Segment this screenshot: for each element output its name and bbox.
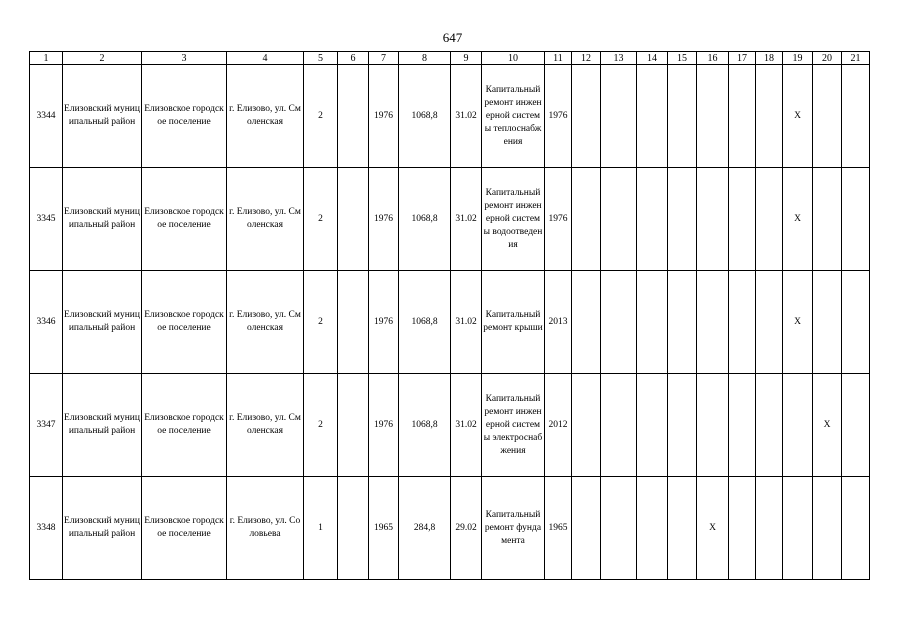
column-header: 7 bbox=[369, 52, 399, 65]
cell-col19: X bbox=[783, 271, 813, 374]
cell-year-built: 1965 bbox=[369, 477, 399, 580]
cell-col19: X bbox=[783, 168, 813, 271]
column-header: 17 bbox=[729, 52, 756, 65]
cell-col21 bbox=[842, 271, 870, 374]
column-header: 10 bbox=[482, 52, 545, 65]
cell-floors: 2 bbox=[304, 271, 338, 374]
table-body bbox=[30, 52, 870, 580]
cell-district: Елизовский муниципальный район bbox=[63, 477, 142, 580]
column-header: 5 bbox=[304, 52, 338, 65]
cell-row-number: 3344 bbox=[30, 65, 63, 168]
cell-col12 bbox=[572, 168, 601, 271]
cell-col17 bbox=[729, 374, 756, 477]
cell-col12 bbox=[572, 374, 601, 477]
column-header: 20 bbox=[813, 52, 842, 65]
cell-address: г. Елизово, ул. Смоленская bbox=[227, 374, 304, 477]
cell-work-type: Капитальный ремонт инженерной системы электроснабжения bbox=[482, 374, 545, 477]
cell-year-done: 2013 bbox=[545, 271, 572, 374]
cell-col17 bbox=[729, 271, 756, 374]
cell-col20 bbox=[813, 168, 842, 271]
table-row bbox=[30, 477, 870, 580]
cell-col15 bbox=[668, 477, 697, 580]
cell-col13 bbox=[601, 168, 637, 271]
cell-area: 1068,8 bbox=[399, 271, 451, 374]
column-header: 15 bbox=[668, 52, 697, 65]
cell-col20 bbox=[813, 477, 842, 580]
column-header: 9 bbox=[451, 52, 482, 65]
cell-area: 1068,8 bbox=[399, 65, 451, 168]
cell-date: 31.02 bbox=[451, 65, 482, 168]
cell-col14 bbox=[637, 271, 668, 374]
column-header: 12 bbox=[572, 52, 601, 65]
cell-floors: 2 bbox=[304, 374, 338, 477]
capital-repair-table bbox=[29, 51, 870, 580]
cell-area: 1068,8 bbox=[399, 374, 451, 477]
cell-col13 bbox=[601, 477, 637, 580]
cell-settlement: Елизовское городское поселение bbox=[142, 374, 227, 477]
cell-col6 bbox=[338, 65, 369, 168]
cell-col18 bbox=[756, 477, 783, 580]
cell-col15 bbox=[668, 374, 697, 477]
column-header: 8 bbox=[399, 52, 451, 65]
column-header: 19 bbox=[783, 52, 813, 65]
cell-col18 bbox=[756, 374, 783, 477]
column-header: 16 bbox=[697, 52, 729, 65]
cell-settlement: Елизовское городское поселение bbox=[142, 168, 227, 271]
header-row bbox=[30, 52, 870, 65]
cell-address: г. Елизово, ул. Смоленская bbox=[227, 168, 304, 271]
cell-col12 bbox=[572, 65, 601, 168]
column-header: 6 bbox=[338, 52, 369, 65]
cell-col19 bbox=[783, 477, 813, 580]
cell-work-type: Капитальный ремонт инженерной системы водоотведения bbox=[482, 168, 545, 271]
cell-date: 31.02 bbox=[451, 168, 482, 271]
page-number: 647 bbox=[442, 30, 463, 45]
cell-col20: X bbox=[813, 374, 842, 477]
cell-col16 bbox=[697, 65, 729, 168]
cell-floors: 2 bbox=[304, 168, 338, 271]
table-row bbox=[30, 271, 870, 374]
cell-year-done: 1965 bbox=[545, 477, 572, 580]
cell-work-type: Капитальный ремонт инженерной системы теплоснабжения bbox=[482, 65, 545, 168]
cell-col18 bbox=[756, 168, 783, 271]
cell-col13 bbox=[601, 374, 637, 477]
column-header: 11 bbox=[545, 52, 572, 65]
cell-district: Елизовский муниципальный район bbox=[63, 65, 142, 168]
cell-row-number: 3347 bbox=[30, 374, 63, 477]
cell-year-built: 1976 bbox=[369, 65, 399, 168]
cell-settlement: Елизовское городское поселение bbox=[142, 477, 227, 580]
cell-year-built: 1976 bbox=[369, 168, 399, 271]
column-header: 1 bbox=[30, 52, 63, 65]
cell-row-number: 3346 bbox=[30, 271, 63, 374]
cell-col16 bbox=[697, 271, 729, 374]
column-header: 3 bbox=[142, 52, 227, 65]
cell-settlement: Елизовское городское поселение bbox=[142, 65, 227, 168]
cell-col13 bbox=[601, 65, 637, 168]
cell-floors: 2 bbox=[304, 65, 338, 168]
cell-col14 bbox=[637, 374, 668, 477]
cell-settlement: Елизовское городское поселение bbox=[142, 271, 227, 374]
cell-year-done: 1976 bbox=[545, 65, 572, 168]
cell-col6 bbox=[338, 374, 369, 477]
cell-col16: X bbox=[697, 477, 729, 580]
cell-row-number: 3348 bbox=[30, 477, 63, 580]
cell-col12 bbox=[572, 477, 601, 580]
table-row bbox=[30, 65, 870, 168]
cell-col18 bbox=[756, 65, 783, 168]
cell-col21 bbox=[842, 168, 870, 271]
cell-col14 bbox=[637, 65, 668, 168]
cell-district: Елизовский муниципальный район bbox=[63, 271, 142, 374]
cell-date: 31.02 bbox=[451, 374, 482, 477]
cell-address: г. Елизово, ул. Соловьева bbox=[227, 477, 304, 580]
cell-address: г. Елизово, ул. Смоленская bbox=[227, 271, 304, 374]
cell-col17 bbox=[729, 168, 756, 271]
column-header: 21 bbox=[842, 52, 870, 65]
column-header: 14 bbox=[637, 52, 668, 65]
cell-col21 bbox=[842, 374, 870, 477]
cell-district: Елизовский муниципальный район bbox=[63, 374, 142, 477]
table-row bbox=[30, 374, 870, 477]
cell-year-done: 2012 bbox=[545, 374, 572, 477]
cell-col14 bbox=[637, 168, 668, 271]
cell-col17 bbox=[729, 65, 756, 168]
cell-area: 1068,8 bbox=[399, 168, 451, 271]
column-header: 13 bbox=[601, 52, 637, 65]
cell-work-type: Капитальный ремонт фундамента bbox=[482, 477, 545, 580]
cell-area: 284,8 bbox=[399, 477, 451, 580]
cell-date: 31.02 bbox=[451, 271, 482, 374]
cell-col15 bbox=[668, 65, 697, 168]
cell-col16 bbox=[697, 374, 729, 477]
cell-year-done: 1976 bbox=[545, 168, 572, 271]
cell-col6 bbox=[338, 168, 369, 271]
cell-floors: 1 bbox=[304, 477, 338, 580]
cell-row-number: 3345 bbox=[30, 168, 63, 271]
column-header: 4 bbox=[227, 52, 304, 65]
cell-work-type: Капитальный ремонт крыши bbox=[482, 271, 545, 374]
cell-col17 bbox=[729, 477, 756, 580]
cell-district: Елизовский муниципальный район bbox=[63, 168, 142, 271]
cell-col6 bbox=[338, 271, 369, 374]
cell-col20 bbox=[813, 65, 842, 168]
cell-year-built: 1976 bbox=[369, 271, 399, 374]
cell-col12 bbox=[572, 271, 601, 374]
cell-col18 bbox=[756, 271, 783, 374]
cell-col16 bbox=[697, 168, 729, 271]
cell-date: 29.02 bbox=[451, 477, 482, 580]
cell-col21 bbox=[842, 65, 870, 168]
cell-col15 bbox=[668, 271, 697, 374]
cell-col20 bbox=[813, 271, 842, 374]
cell-col21 bbox=[842, 477, 870, 580]
cell-col19: X bbox=[783, 65, 813, 168]
cell-address: г. Елизово, ул. Смоленская bbox=[227, 65, 304, 168]
cell-col15 bbox=[668, 168, 697, 271]
cell-year-built: 1976 bbox=[369, 374, 399, 477]
column-header: 2 bbox=[63, 52, 142, 65]
cell-col6 bbox=[338, 477, 369, 580]
column-header: 18 bbox=[756, 52, 783, 65]
table-row bbox=[30, 168, 870, 271]
cell-col13 bbox=[601, 271, 637, 374]
cell-col14 bbox=[637, 477, 668, 580]
cell-col19 bbox=[783, 374, 813, 477]
